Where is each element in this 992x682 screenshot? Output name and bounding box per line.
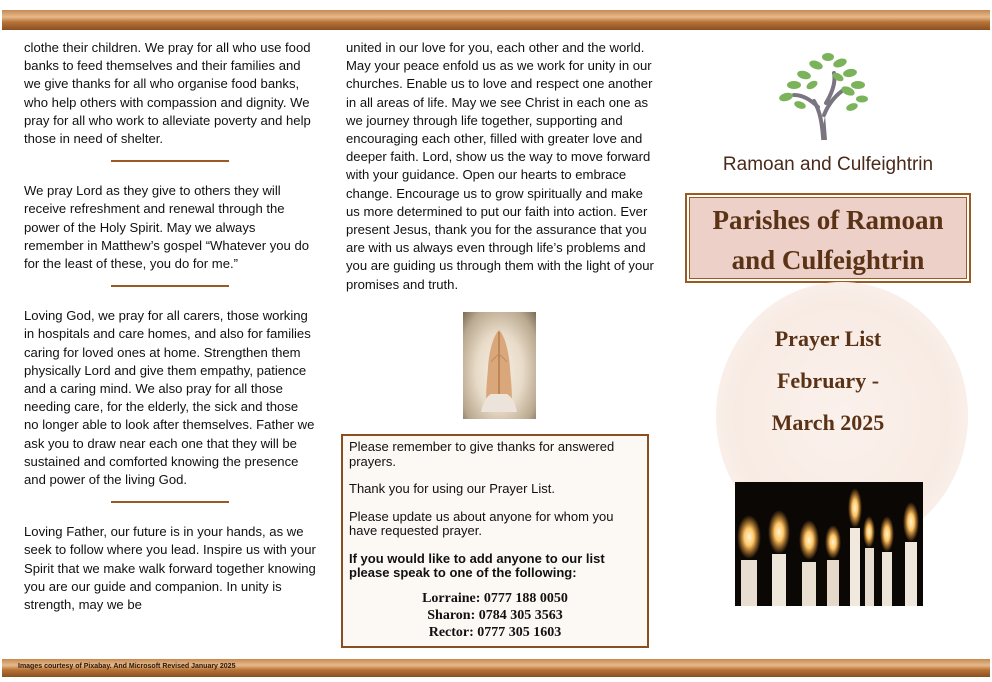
info-text: Thank you for using our Prayer List. — [349, 481, 555, 496]
contact-item: Rector: 0777 305 1603 — [428, 624, 562, 640]
prayer-paragraph: Loving God, we pray for all carers, those working in hospitals and care homes, and also for families caring for loved ones at home. Strengthen them physically Lord and give them empathy, patience and a caring mind. We also pray for all those needing care, for the elderly, the sick and those no longer able to look after themselves. Father we ask you to draw near each one that they will be sustained and comforted knowing the presence and power of the living God. — [24, 308, 315, 488]
info-text-bold: If you would like to add anyone to our list please speak to one of the following: — [349, 550, 605, 580]
section-divider — [111, 501, 229, 503]
contact-list — [349, 590, 641, 641]
prayer-paragraph: clothe their children. We pray for all who use food banks to feed themselves and their families and we give thanks for all who organise food banks, who help others with compassion and dignity. We pray for all who work to alleviate poverty and help those in need of shelter. — [24, 40, 311, 147]
title-line: Prayer List — [774, 326, 882, 351]
parish-title-box — [685, 193, 971, 283]
logo-text: Ramoan and Culfeightrin — [722, 154, 934, 175]
contact-item: Sharon: 0784 305 3563 — [427, 607, 563, 623]
prayer-list-title — [716, 318, 940, 444]
prayer-paragraph: united in our love for you, each other and the world. May your peace enfold us as we work for unity in our churches. Enable us to love and respect one another in all areas of life. May we see Christ in each one as we journey through life together, supporting and encouraging each other, filled with greater love and deeper faith. Lord, show us the way to move forward with your guidance. Open our hearts to embrace change. Encourage us to grow spiritually and make us more determined to put our faith into action. Ever present Jesus, thank you for the assurance that you are with us always even through life’s problems and you are guiding us through them with the light of your promises and truth. — [346, 40, 654, 292]
title-line: February - — [776, 368, 880, 393]
title-line: March 2025 — [771, 410, 885, 435]
prayer-paragraph: We pray Lord as they give to others they will receive refreshment and renewal through the power of the Holy Spirit. May we always remember in Matthew’s gospel “Whatever you do for the least of these, you do for me.” — [24, 183, 310, 272]
praying-hands-image — [463, 312, 536, 419]
parish-title-line: Parishes of Ramoan — [712, 205, 944, 235]
parish-title-line: and Culfeightrin — [731, 245, 925, 275]
top-border-bar — [2, 10, 990, 30]
prayer-paragraph: Loving Father, our future is in your hands, as we seek to follow where you lead. Inspire us with your Spirit that we make walk forward together knowing you are our guide and companion. In unity is strength, may we be — [24, 524, 316, 613]
contact-item: Lorraine: 0777 188 0050 — [422, 590, 568, 606]
candles-image — [735, 482, 923, 606]
info-text: Please remember to give thanks for answered prayers. — [349, 439, 615, 469]
prayer-column-middle — [346, 39, 658, 294]
image-credits: Images courtesy of Pixabay. And Microsoft Revised January 2025 — [18, 663, 236, 670]
prayer-column-left — [24, 39, 316, 614]
info-text: Please update us about anyone for whom you have requested prayer. — [349, 508, 614, 538]
section-divider — [111, 285, 229, 287]
info-box — [341, 434, 649, 648]
section-divider — [111, 160, 229, 162]
